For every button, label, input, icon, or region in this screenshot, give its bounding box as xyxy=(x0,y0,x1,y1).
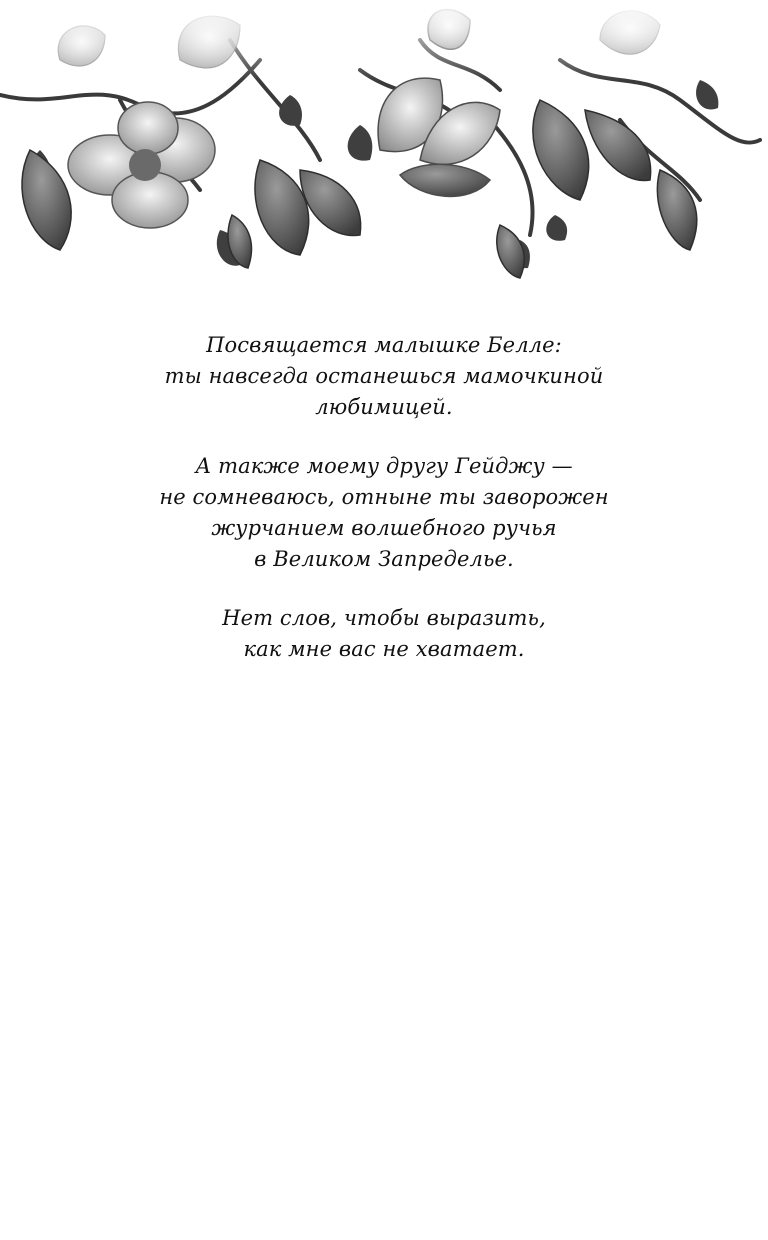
dedication-text xyxy=(104,330,664,693)
dedication-stanza-2 xyxy=(104,451,664,575)
dedication-line: Нет слов, чтобы выразить, xyxy=(222,606,546,630)
magnolia-branches-illustration xyxy=(0,0,768,290)
magnolia-header-illustration xyxy=(0,0,768,290)
dedication-line: Посвящается малышке Белле: xyxy=(206,333,562,357)
dedication-line: не сомневаюсь, отныне ты заворожен xyxy=(159,485,609,509)
dedication-stanza-3 xyxy=(104,603,664,665)
dedication-line: А также моему другу Гейджу — xyxy=(195,454,573,478)
dedication-line: ты навсегда останешься мамочкиной xyxy=(164,364,604,388)
dedication-stanza-1 xyxy=(104,330,664,423)
dedication-line: в Великом Запределье. xyxy=(254,547,514,571)
dedication-line: любимицей. xyxy=(315,395,453,419)
dedication-line: журчанием волшебного ручья xyxy=(211,516,557,540)
dedication-line: как мне вас не хватает. xyxy=(243,637,525,661)
